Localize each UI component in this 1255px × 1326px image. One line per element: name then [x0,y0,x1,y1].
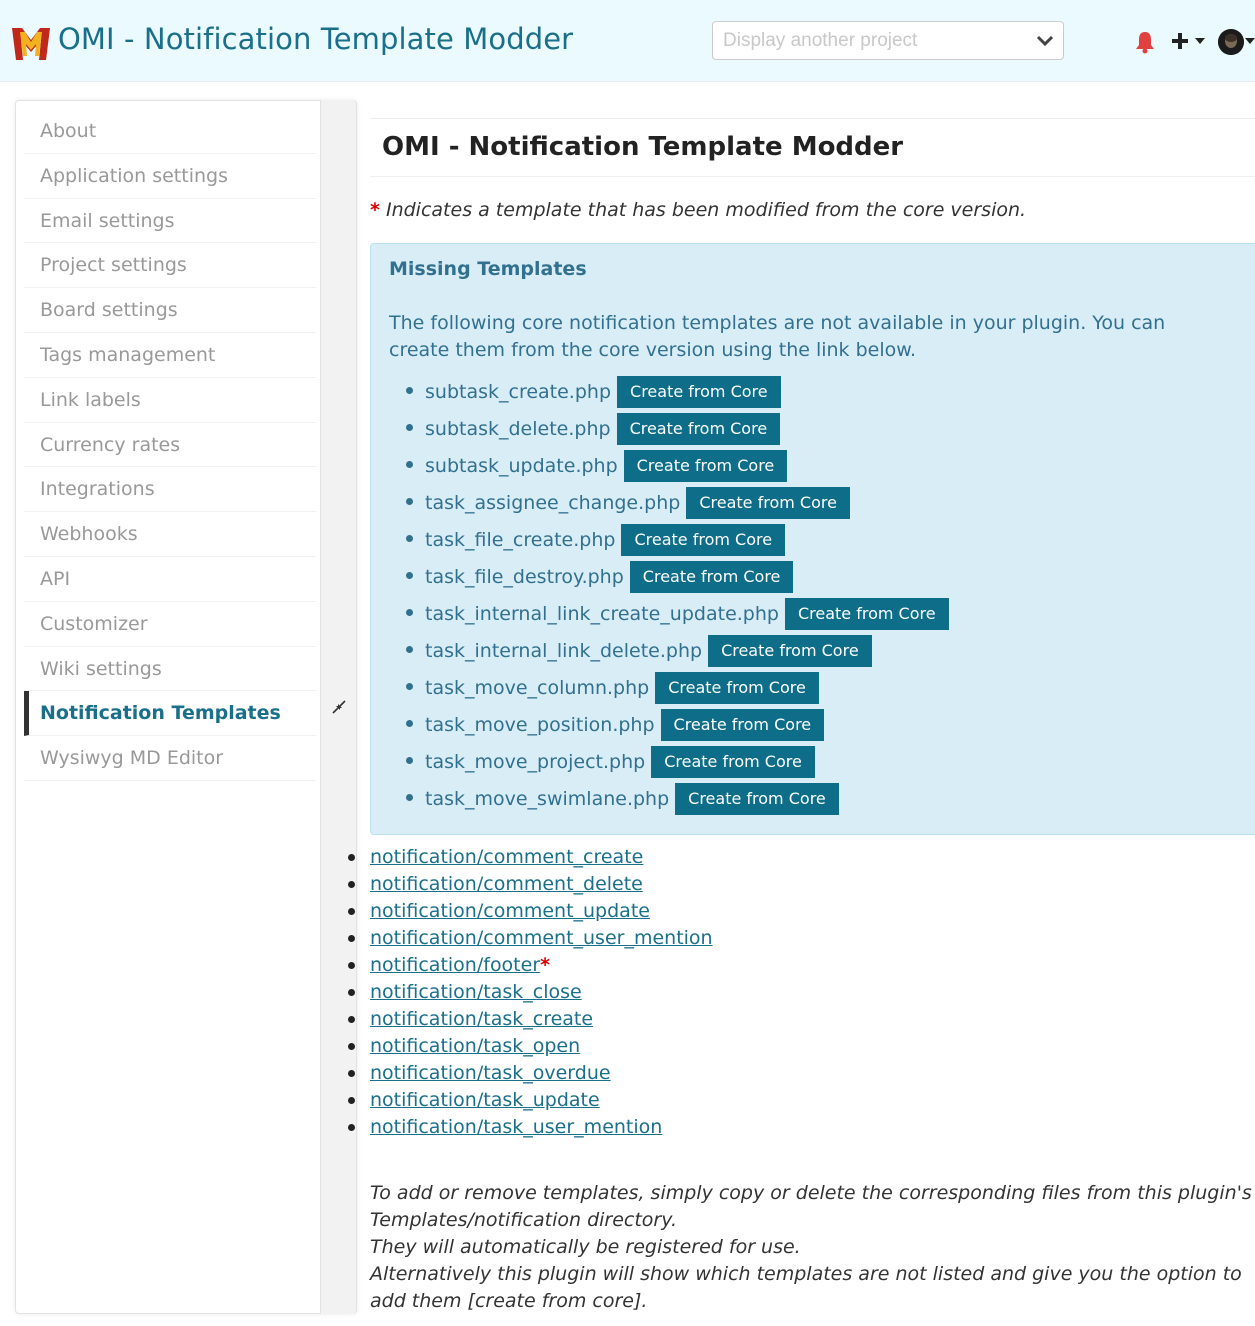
create-from-core-button[interactable]: Create from Core [661,709,825,741]
template-item [370,925,713,952]
missing-template-name: task_internal_link_create_update.php [425,602,779,625]
missing-template-name: subtask_create.php [425,380,612,403]
template-item [370,871,713,898]
avatar[interactable] [1218,29,1244,55]
missing-template-item [425,706,949,743]
missing-template-item [425,780,949,817]
create-from-core-button[interactable]: Create from Core [617,376,781,408]
create-from-core-button[interactable]: Create from Core [708,635,872,667]
template-link[interactable]: notification/task_update [370,1089,600,1111]
help-text [370,1180,1255,1315]
missing-template-item [425,595,949,632]
missing-template-item [425,484,949,521]
logo-icon[interactable] [12,26,50,62]
create-from-core-button[interactable]: Create from Core [617,413,781,445]
template-item [370,1060,713,1087]
missing-template-item [425,743,949,780]
missing-template-item [425,521,949,558]
page-title: OMI - Notification Template Modder [382,132,904,162]
missing-template-name: subtask_delete.php [425,417,611,440]
modified-note [370,199,1026,221]
missing-templates-list [425,373,949,817]
caret-down-icon[interactable] [1245,37,1255,45]
sidebar-menu [24,109,316,781]
chevron-down-icon [1035,31,1055,51]
missing-template-item [425,558,949,595]
missing-template-name: task_move_position.php [425,713,655,736]
template-item [370,1006,713,1033]
template-item [370,1087,713,1114]
modified-star: * [370,199,380,221]
missing-templates-alert [370,243,1255,835]
template-link[interactable]: notification/task_open [370,1035,581,1057]
missing-templates-title: Missing Templates [389,258,587,280]
missing-template-name: task_internal_link_delete.php [425,639,703,662]
missing-template-name: task_file_destroy.php [425,565,624,588]
missing-templates-text: The following core notification templates are not available in your plugin. You can create them from the core version using the link below. [389,312,1166,361]
create-from-core-button[interactable]: Create from Core [686,487,850,519]
collapse-icon[interactable] [332,700,346,714]
create-from-core-button[interactable]: Create from Core [785,598,949,630]
sidebar-item-currency-rates[interactable]: Currency rates [24,423,316,468]
template-link[interactable]: notification/comment_delete [370,873,643,895]
help-text-line: To add or remove templates, simply copy or delete the corresponding files from this plugin's Templates/notification directory. [370,1182,1252,1231]
sidebar-item-application-settings[interactable]: Application settings [24,154,316,199]
sidebar-item-board-settings[interactable]: Board settings [24,288,316,333]
template-link[interactable]: notification/comment_update [370,900,650,922]
missing-template-item [425,632,949,669]
page-header [370,118,1255,177]
create-from-core-button[interactable]: Create from Core [651,746,815,778]
template-list [370,844,713,1141]
template-item [370,979,713,1006]
sidebar-item-wysiwyg-md-editor[interactable]: Wysiwyg MD Editor [24,736,316,781]
create-from-core-button[interactable]: Create from Core [621,524,785,556]
missing-template-item [425,373,949,410]
sidebar-item-customizer[interactable]: Customizer [24,602,316,647]
missing-template-item [425,447,949,484]
create-from-core-button[interactable]: Create from Core [630,561,794,593]
modified-star: * [540,954,551,976]
template-item [370,1114,713,1141]
template-link[interactable]: notification/task_user_mention [370,1116,663,1138]
sidebar-item-project-settings[interactable]: Project settings [24,243,316,288]
modified-note-text: Indicates a template that has been modified from the core version. [379,199,1027,221]
missing-template-item [425,669,949,706]
missing-template-item [425,410,949,447]
missing-template-name: task_move_swimlane.php [425,787,670,810]
template-link[interactable]: notification/task_overdue [370,1062,611,1084]
create-from-core-button[interactable]: Create from Core [624,450,788,482]
sidebar-item-integrations[interactable]: Integrations [24,467,316,512]
missing-template-name: subtask_update.php [425,454,618,477]
template-link[interactable]: notification/task_create [370,1008,594,1030]
sidebar-item-about[interactable]: About [24,109,316,154]
bell-icon[interactable] [1134,30,1156,54]
plus-icon[interactable] [1170,30,1208,52]
help-text-line: They will automatically be registered for use. [370,1236,801,1258]
sidebar-item-webhooks[interactable]: Webhooks [24,512,316,557]
template-item [370,898,713,925]
sidebar-item-link-labels[interactable]: Link labels [24,378,316,423]
template-link[interactable]: notification/comment_user_mention [370,927,713,949]
app-title[interactable]: OMI - Notification Template Modder [58,22,574,56]
template-item [370,952,713,979]
missing-template-name: task_file_create.php [425,528,616,551]
app-header [0,0,1255,82]
create-from-core-button[interactable]: Create from Core [675,783,839,815]
project-select-placeholder: Display another project [723,30,918,51]
sidebar-item-tags-management[interactable]: Tags management [24,333,316,378]
sidebar-item-wiki-settings[interactable]: Wiki settings [24,647,316,692]
template-link[interactable]: notification/footer [370,954,541,976]
template-item [370,844,713,871]
template-link[interactable]: notification/comment_create [370,846,644,868]
help-text-line: Alternatively this plugin will show which templates are not listed and give you the option to add them [create from core]. [370,1263,1242,1312]
create-from-core-button[interactable]: Create from Core [655,672,819,704]
missing-template-name: task_move_column.php [425,676,650,699]
template-item [370,1033,713,1060]
avatar-image [1218,29,1244,55]
sidebar-item-email-settings[interactable]: Email settings [24,199,316,244]
sidebar-item-notification-templates[interactable]: Notification Templates [24,691,316,736]
project-select[interactable] [712,21,1064,60]
missing-template-name: task_move_project.php [425,750,646,773]
missing-template-name: task_assignee_change.php [425,491,681,514]
template-link[interactable]: notification/task_close [370,981,582,1003]
sidebar-item-api[interactable]: API [24,557,316,602]
